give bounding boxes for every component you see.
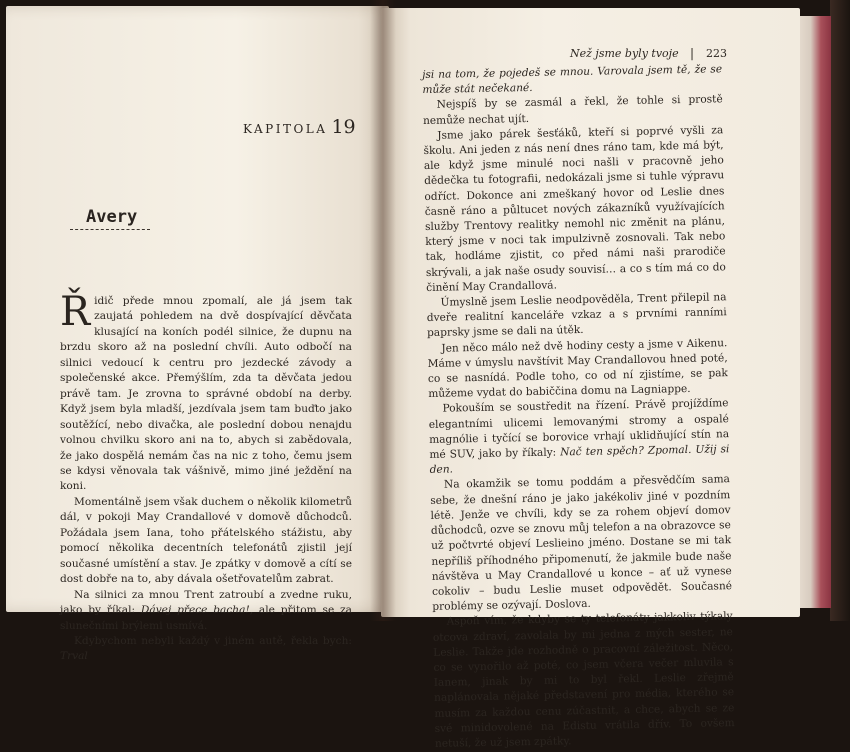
paragraph: Řidič přede mnou zpomalí, ale já jsem tak zaujatá pohledem na dvě dospívající děvčata klusající na koních podél silnice, že dupnu na brzdu skoro až na poslední chvíli. Auto odbočí na silnici vedoucí k centru pro jezdecké závody a společenské akce. Přemýšlím, zda ta děvčata jedou právě tam. Je zrovna to správné období na derby. Když jsem byla mladší, jezdívala jsem tam buďto jako soutěžící, nebo divačka, ale poslední dobou nenajdu volnou chvilku skoro ani na to, abych si zabědovala, že jako dospělá nemám čas na nic z toho, čemu jsem se kdysi věnovala tak vášnivě, mimo jiné ježdění na koni. [60,289,352,493]
title-dashed-rule [70,229,150,230]
chapter-number: 19 [331,116,356,138]
paragraph: Kdybychom nebyli každý v jiném autě, řekla bych: Trval [60,634,352,663]
paragraph: Úmyslně jsem Leslie neodpověděla, Trent přilepil na dveře realitní kanceláře vzkaz a s prvními ranními paprsky jsme se dali na útěk. [426,291,727,340]
paragraph: jsi na tom, že pojedeš se mnou. Varovala jsem tě, že se může stát nečekané. [422,63,723,97]
dropcap: Ř [60,289,91,335]
chapter-heading [243,116,356,138]
paragraph: Na okamžik se tomu poddám a přesvědčím sama sebe, že dnešní ráno je jako jakékoliv jiné v pozdním létě. Jenže ve chvíli, kdy se za rohem objeví domov důchodců, ozve se znovu můj telefon a na obrazovce se už počtvrté objeví Leslieino jméno. Dostane se mi tak nepříliš příhodného připomenutí, že jakmile bude naše návštěva u May Crandallové u konce – ať už vynese cokoliv – budu Leslie muset odpovědět. Současné problémy se ozývají. Doslova. [430,473,733,614]
running-head: Než jsme byly tvoje [570,47,679,60]
left-body-text [60,289,352,665]
book-cover-edge [797,16,831,608]
section-title: Avery [86,207,138,227]
spine-shadow [370,0,396,621]
paragraph: Pokouším se soustředit na řízení. Právě projíždíme elegantními ulicemi lemovanými stromy a ospalé magnólie i tyčící se borovice vrhají uklidňující stín na mé SUV, jako by říkaly: Nač ten spěch? Zpomal. Užij si den. [428,397,730,477]
paragraph: Aspoň vím, že kdyby se ty telefonáty jakkoliv týkaly otcova zdraví, zavolala by mi jedna z mých sester, ne Leslie. Takže jde rozhodně o pracovní záležitost. Něco, co se vynořilo až poté, co jsem včera večer mluvila s Ianem, jinak by mi to byl řekl. Leslie zřejmě naplánovala nějaké představení pro média, kterého se musím za každou cenu zúčastnit, a chce, abych se ze své minidovolené na Edistu vrátila dřív. To ovšem netuší, že už jsem zpátky. [432,610,735,750]
page-number: 223 [706,47,727,60]
paragraph: Jen něco málo než dvě hodiny cesty a jsme v Aikenu. Máme v úmyslu navštívit May Crandallovou hned poté, co se nasnídá. Podle toho, co od ní zjistíme, se pak můžeme vydat do babiččina domu na Lagniappe. [427,336,729,401]
right-body-text [422,62,735,752]
paragraph: Na silnici za mnou Trent zatroubí a zvedne ruku, jako by říkal: Dávej přece bacha!, ale přitom se za slunečními brýlemi usmívá. [60,588,352,632]
paragraph: Jsme jako párek šesťáků, kteří si poprvé vyšli za školu. Ani jeden z nás není dnes ráno tam, kde má být, ale když jsme minulé noci našli v pracovně jeho dědečka tu fotografii, nedokázali jsme si tuhle výpravu odříct. Dokonce ani zmeškaný hovor od Leslie dnes časně ráno a půltucet nových zákazníků využívajících služby Trentovy realitky nemohl nic změnit na plánu, který jsme v noci tak impulzivně zosnovali. Tak nebo tak, hodláme zjistit, co před námi naši prarodiče skrývali, a jak naše osudy souvisí… a co s tím má co do činění May Crandallová. [423,124,726,294]
paragraph: Nejspíš by se zasmál a řekl, že tohle si prostě nemůže nechat ujít. [422,93,723,127]
running-head-separator: | [690,46,695,60]
book-edge [830,0,850,621]
chapter-word: KAPITOLA [243,122,328,136]
paragraph: Momentálně jsem však duchem o několik kilometrů dál, v pokoji May Crandallové v domově důchodců. Požádala jsem Iana, toho přátelského stážistu, aby pomocí několika decentních telefonátů zjistil její současné umístění a stav. Je zpátky v domově a cítí se dost dobře na to, aby dávala ošetřovatelům zabrat. [60,495,352,586]
